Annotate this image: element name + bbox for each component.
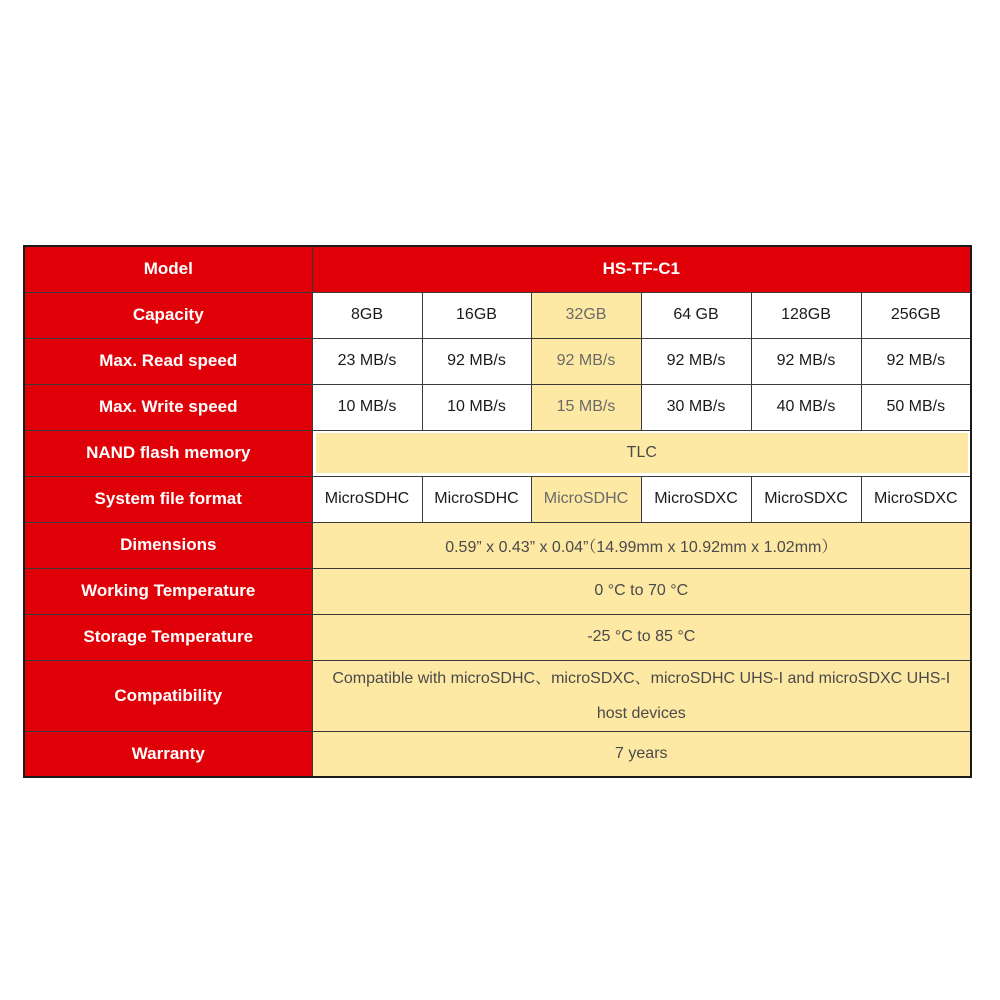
write-speed-cell: 10 MB/s — [312, 384, 422, 430]
spec-table — [23, 245, 972, 778]
row-storage-temperature — [24, 614, 971, 660]
label-dimensions: Dimensions — [24, 522, 312, 568]
write-speed-cell-highlighted: 15 MB/s — [531, 384, 641, 430]
read-speed-cell: 92 MB/s — [422, 338, 531, 384]
write-speed-cell: 40 MB/s — [751, 384, 861, 430]
warranty-value: 7 years — [312, 731, 971, 777]
capacity-cell: 256GB — [861, 292, 971, 338]
dimensions-value: 0.59” x 0.43” x 0.04”（14.99mm x 10.92mm x 1.02mm） — [312, 522, 971, 568]
row-write-speed — [24, 384, 971, 430]
write-speed-cell: 50 MB/s — [861, 384, 971, 430]
capacity-cell: 128GB — [751, 292, 861, 338]
row-model — [24, 246, 971, 292]
row-working-temperature — [24, 568, 971, 614]
file-format-cell: MicroSDHC — [312, 476, 422, 522]
capacity-cell: 64 GB — [641, 292, 751, 338]
label-model: Model — [24, 246, 312, 292]
row-compatibility — [24, 660, 971, 731]
read-speed-cell-highlighted: 92 MB/s — [531, 338, 641, 384]
label-storage-temperature: Storage Temperature — [24, 614, 312, 660]
label-read-speed: Max. Read speed — [24, 338, 312, 384]
file-format-cell-highlighted: MicroSDHC — [531, 476, 641, 522]
nand-value: TLC — [316, 433, 969, 473]
label-nand: NAND flash memory — [24, 430, 312, 476]
write-speed-cell: 30 MB/s — [641, 384, 751, 430]
label-write-speed: Max. Write speed — [24, 384, 312, 430]
label-working-temperature: Working Temperature — [24, 568, 312, 614]
row-file-format — [24, 476, 971, 522]
row-warranty — [24, 731, 971, 777]
write-speed-cell: 10 MB/s — [422, 384, 531, 430]
file-format-cell: MicroSDXC — [861, 476, 971, 522]
file-format-cell: MicroSDHC — [422, 476, 531, 522]
read-speed-cell: 92 MB/s — [861, 338, 971, 384]
label-warranty: Warranty — [24, 731, 312, 777]
working-temperature-value: 0 °C to 70 °C — [312, 568, 971, 614]
capacity-cell: 8GB — [312, 292, 422, 338]
capacity-cell: 16GB — [422, 292, 531, 338]
label-file-format: System file format — [24, 476, 312, 522]
row-capacity — [24, 292, 971, 338]
read-speed-cell: 92 MB/s — [641, 338, 751, 384]
row-read-speed — [24, 338, 971, 384]
capacity-cell-highlighted: 32GB — [531, 292, 641, 338]
row-nand — [24, 430, 971, 476]
storage-temperature-value: -25 °C to 85 °C — [312, 614, 971, 660]
model-value: HS-TF-C1 — [312, 246, 971, 292]
read-speed-cell: 92 MB/s — [751, 338, 861, 384]
read-speed-cell: 23 MB/s — [312, 338, 422, 384]
label-capacity: Capacity — [24, 292, 312, 338]
label-compatibility: Compatibility — [24, 660, 312, 731]
file-format-cell: MicroSDXC — [751, 476, 861, 522]
compatibility-value: Compatible with microSDHC、microSDXC、microSDHC UHS-I and microSDXC UHS-I host devices — [312, 660, 971, 731]
nand-value-cell — [312, 430, 971, 476]
row-dimensions — [24, 522, 971, 568]
file-format-cell: MicroSDXC — [641, 476, 751, 522]
